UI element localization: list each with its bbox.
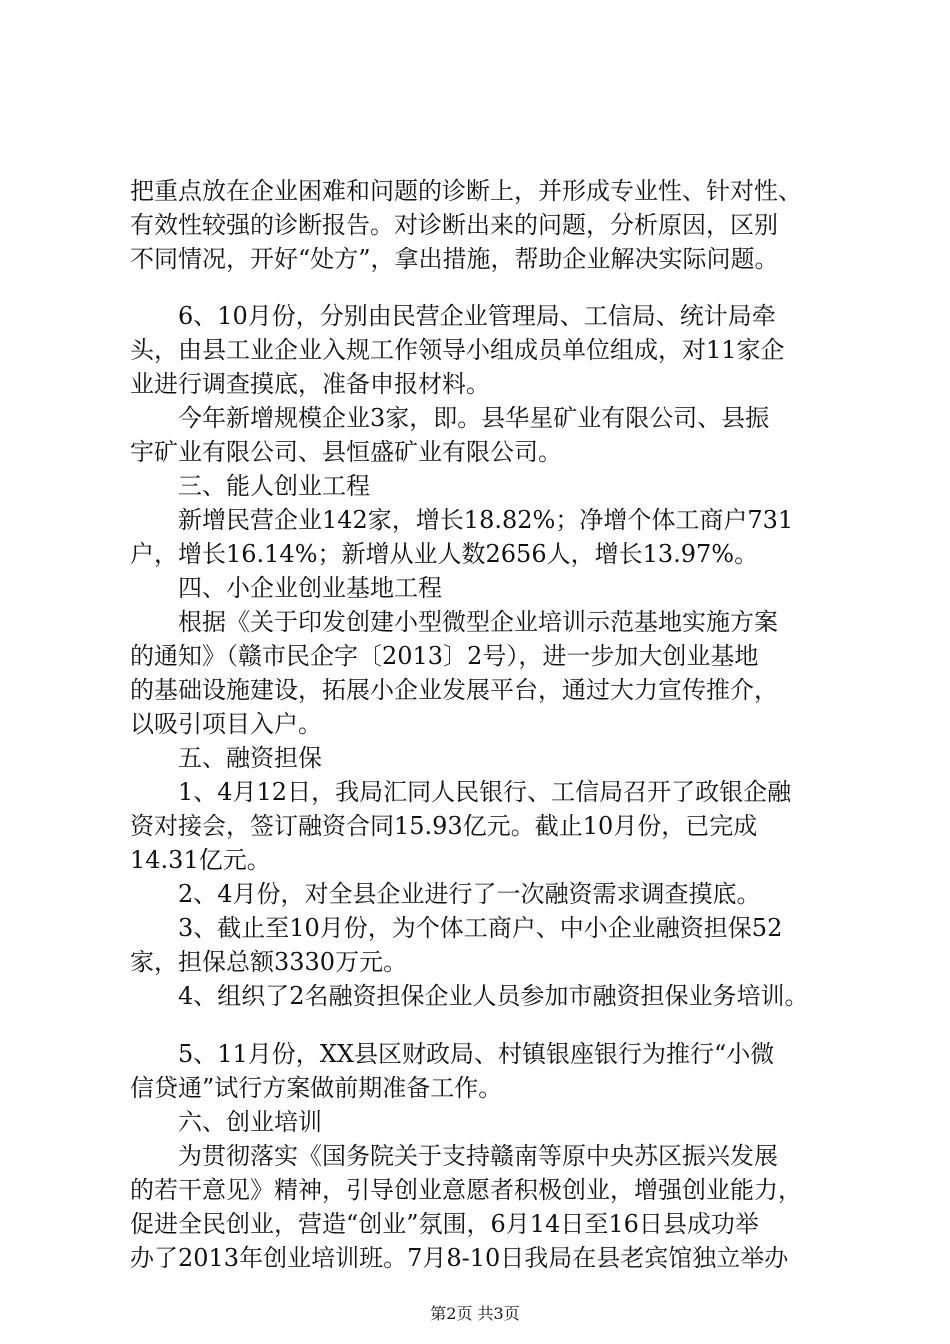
text-line: 3、截止至10月份，为个体工商户、中小企业融资担保52 [130,914,783,942]
text-line: 的基础设施建设，拓展小企业发展平台，通过大力宣传推介， [130,676,778,704]
text-line: 促进全民创业，营造“创业”氛围，6月14日至16日县成功举 [130,1210,759,1238]
text-line: 1、4月12日，我局汇同人民银行、工信局召开了政银企融 [130,778,792,806]
section-heading: 三、能人创业工程 [130,472,370,500]
text-line: 根据《关于印发创建小型微型企业培训示范基地实施方案 [130,608,778,636]
text-line: 5、11月份，XX县区财政局、村镇银座银行为推行“小微 [130,1040,775,1068]
text-line: 有效性较强的诊断报告。对诊断出来的问题，分析原因，区别 [130,211,778,239]
text-line: 头，由县工业企业入规工作领导小组成员单位组成，对11家企 [130,336,785,364]
section-heading: 五、融资担保 [130,744,322,772]
text-line: 办了2013年创业培训班。7月8-10日我局在县老宾馆独立举办 [130,1244,789,1272]
text-line: 新增民营企业142家，增长18.82%；净增个体工商户731 [130,506,794,534]
section-heading: 六、创业培训 [130,1108,322,1136]
text-line: 以吸引项目入户。 [130,710,322,738]
text-line: 宇矿业有限公司、县恒盛矿业有限公司。 [130,438,562,466]
text-line: 2、4月份，对全县企业进行了一次融资需求调查摸底。 [130,880,761,908]
text-line: 户，增长16.14%；新增从业人数2656人，增长13.97%。 [130,540,759,568]
text-line: 家，担保总额3330万元。 [130,948,408,976]
text-line: 的通知》（赣市民企字〔2013〕2号），进一步加大创业基地 [130,642,759,670]
text-line: 为贯彻落实《国务院关于支持赣南等原中央苏区振兴发展 [130,1142,778,1170]
text-line: 今年新增规模企业3家，即。县华星矿业有限公司、县振 [130,404,770,432]
text-line: 资对接会，签订融资合同15.93亿元。截止10月份，已完成 [130,812,758,840]
text-line: 把重点放在企业困难和问题的诊断上，并形成专业性、针对性、 [130,177,802,205]
text-line: 信贷通”试行方案做前期准备工作。 [130,1074,503,1102]
text-line: 不同情况，开好“处方”，拿出措施，帮助企业解决实际问题。 [130,245,779,273]
text-line: 业进行调查摸底，准备申报材料。 [130,370,490,398]
section-heading: 四、小企业创业基地工程 [130,574,442,602]
page-number: 第2页 共3页 [430,1304,520,1323]
text-line: 6、10月份，分别由民营企业管理局、工信局、统计局牵 [130,302,776,330]
text-line: 4、组织了2名融资担保企业人员参加市融资担保业务培训。 [130,982,809,1010]
text-line: 的若干意见》精神，引导创业意愿者积极创业，增强创业能力， [130,1176,802,1204]
text-line: 14.31亿元。 [130,846,271,874]
